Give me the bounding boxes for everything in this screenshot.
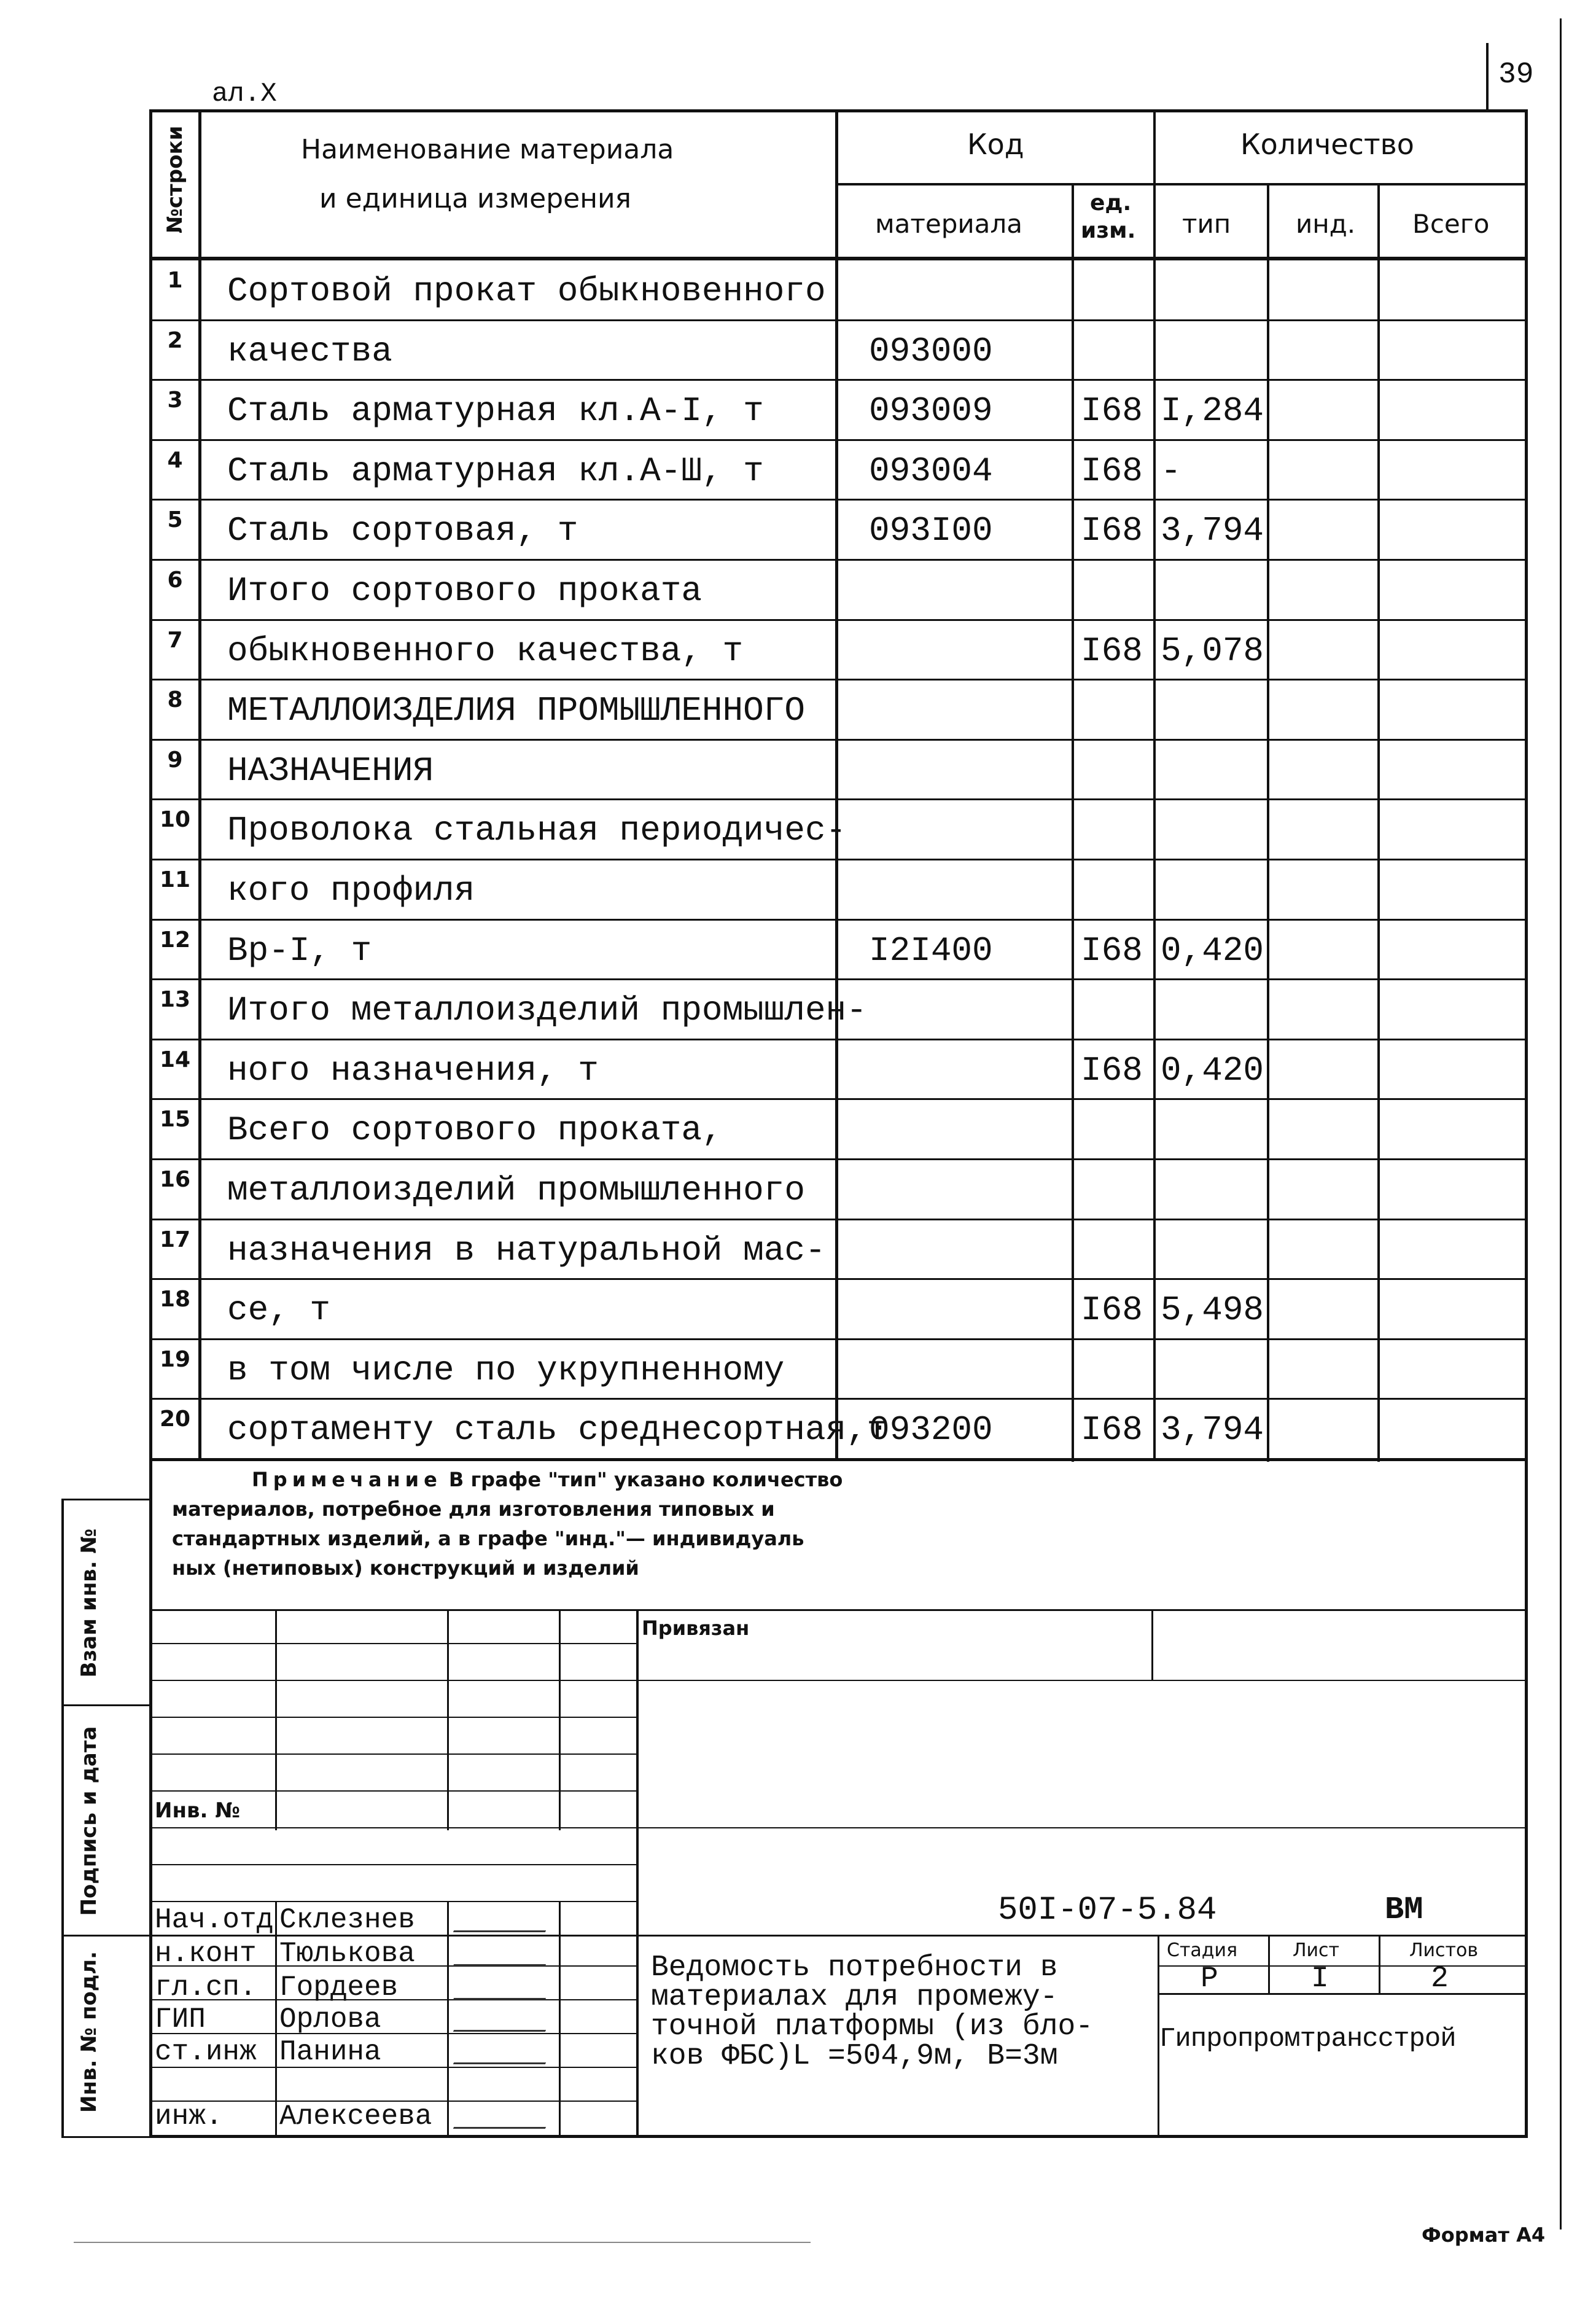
row-number: 14 xyxy=(159,1047,191,1072)
signature-name: Алексеева xyxy=(279,2101,432,2132)
row-number: 6 xyxy=(167,568,183,593)
note-line-2: материалов, потребное для изготовления типовых и xyxy=(172,1497,775,1521)
rownum-header: №строки xyxy=(163,125,187,233)
row-number: 4 xyxy=(167,448,183,473)
stage-value: Р xyxy=(1201,1962,1218,1995)
row-number: 8 xyxy=(167,687,183,712)
quantity-tip: 5,498 xyxy=(1161,1290,1264,1330)
signature-name: Орлова xyxy=(279,2003,381,2035)
inv-no-label: Инв. № xyxy=(155,1798,241,1823)
material-name: Вр-I, т xyxy=(227,931,372,970)
document-code: 50I-07-5.84 xyxy=(998,1892,1217,1929)
unit-header-1: ед. xyxy=(1090,190,1132,216)
signature-role: ст.инж xyxy=(155,2036,257,2068)
inv-podl-label: Инв. № подл. xyxy=(77,1951,101,2113)
signature-role: Нач.отд xyxy=(155,1904,274,1936)
document-mark: ВМ xyxy=(1385,1892,1423,1928)
material-name: Сортовой прокат обыкновенного xyxy=(227,271,826,311)
material-name: Сталь арматурная кл.А-Ш, т xyxy=(227,451,764,491)
row-number: 12 xyxy=(159,927,191,953)
signature-role: гл.сп. xyxy=(155,1972,257,2003)
page-number: 39 xyxy=(1498,58,1534,92)
row-number: 18 xyxy=(159,1287,191,1312)
row-number: 2 xyxy=(167,328,183,353)
signature-role: н.конт xyxy=(155,1938,257,1970)
material-code: 093004 xyxy=(869,451,993,491)
row-number: 16 xyxy=(159,1167,191,1192)
row-number: 5 xyxy=(167,507,183,532)
row-number: 11 xyxy=(159,867,191,892)
privyazan-label: Привязан xyxy=(642,1617,750,1640)
row-number: 13 xyxy=(159,987,191,1012)
total-header: Всего xyxy=(1412,209,1490,239)
ind-header: инд. xyxy=(1296,209,1356,239)
handwritten-signature xyxy=(453,1947,554,1966)
material-code: 093I00 xyxy=(869,511,993,550)
sheets-label: Листов xyxy=(1409,1940,1479,1961)
signature-role: инж. xyxy=(155,2101,223,2132)
handwritten-signature xyxy=(453,2110,554,2129)
title-line-3: точной платформы (из бло- xyxy=(651,2010,1094,2043)
material-code: I2I400 xyxy=(869,931,993,970)
material-code: 093200 xyxy=(869,1410,993,1449)
quantity-header: Количество xyxy=(1240,128,1414,161)
quantity-tip: 5,078 xyxy=(1161,631,1264,671)
stage-label: Стадия xyxy=(1167,1940,1238,1961)
corner-mark: ал.Х xyxy=(212,79,277,109)
material-name: НАЗНАЧЕНИЯ xyxy=(227,751,434,790)
document-title xyxy=(651,1953,1093,2071)
title-line-2: материалах для промежу- xyxy=(651,1981,1058,2014)
title-line-4: ков ФБС)L =504,9м, В=3м xyxy=(651,2040,1058,2073)
note-line-1: В графе "тип" указано количество xyxy=(448,1468,843,1491)
row-number: 7 xyxy=(167,628,183,653)
handwritten-signature xyxy=(453,2045,554,2064)
material-name: Сталь арматурная кл.А-I, т xyxy=(227,391,764,431)
row-number: 1 xyxy=(167,268,183,293)
row-number: 9 xyxy=(167,747,183,773)
handwritten-signature xyxy=(453,1981,554,2000)
material-name: назначения в натуральной мас- xyxy=(227,1231,826,1270)
row-number: 10 xyxy=(159,807,191,832)
tip-header: тип xyxy=(1182,209,1231,239)
row-number: 20 xyxy=(159,1406,191,1432)
sheet-label: Лист xyxy=(1293,1940,1340,1961)
material-name: Итого металлоизделий промышлен- xyxy=(227,991,867,1030)
row-number: 15 xyxy=(159,1107,191,1132)
material-name: Сталь сортовая, т xyxy=(227,511,578,550)
note-title: Примечание xyxy=(252,1468,442,1491)
row-number: 19 xyxy=(159,1347,191,1372)
sheet-value: I xyxy=(1311,1962,1329,1995)
quantity-tip: 3,794 xyxy=(1161,1410,1264,1449)
material-code: 093009 xyxy=(869,391,993,431)
unit-header-2: изм. xyxy=(1081,218,1136,243)
unit-code: I68 xyxy=(1081,1290,1143,1330)
quantity-tip: 0,420 xyxy=(1161,931,1264,970)
material-name: Всего сортового проката, xyxy=(227,1110,723,1150)
material-name: сортаменту сталь среднесортная,т xyxy=(227,1410,888,1449)
format-label: Формат А4 xyxy=(1422,2223,1546,2247)
material-name: качества xyxy=(227,332,392,371)
name-header-line1: Наименование материала xyxy=(301,134,674,165)
quantity-tip: - xyxy=(1161,451,1181,491)
handwritten-signature xyxy=(453,2013,554,2032)
signature-name: Склезнев xyxy=(279,1904,415,1936)
unit-code: I68 xyxy=(1081,1051,1143,1090)
signature-name: Панина xyxy=(279,2036,381,2068)
material-name: кого профиля xyxy=(227,871,475,910)
vzam-inv-label: Взам инв. № xyxy=(77,1528,101,1678)
code-material-header: материала xyxy=(875,209,1023,239)
sheets-value: 2 xyxy=(1431,1962,1449,1995)
material-name: Проволока стальная периодичес- xyxy=(227,811,847,850)
material-name: Итого сортового проката xyxy=(227,571,702,610)
quantity-tip: 0,420 xyxy=(1161,1051,1264,1090)
signature-name: Гордеев xyxy=(279,1972,399,2003)
quantity-tip: 3,794 xyxy=(1161,511,1264,550)
code-header: Код xyxy=(967,128,1024,161)
quantity-tip: I,284 xyxy=(1161,391,1264,431)
unit-code: I68 xyxy=(1081,631,1143,671)
signature-name: Тюлькова xyxy=(279,1938,415,1970)
unit-code: I68 xyxy=(1081,931,1143,970)
material-code: 093000 xyxy=(869,332,993,371)
material-name: металлоизделий промышленного xyxy=(227,1171,805,1210)
note-line-3: стандартных изделий, а в графе "инд."— индивидуаль xyxy=(172,1527,804,1550)
organization-name: Гипропромтрансстрой xyxy=(1159,2024,1456,2054)
unit-code: I68 xyxy=(1081,451,1143,491)
material-name: в том числе по укрупненному xyxy=(227,1351,785,1390)
signature-date-label: Подпись и дата xyxy=(77,1726,101,1916)
handwritten-signature xyxy=(453,1913,554,1932)
note-line-4: ных (нетиповых) конструкций и изделий xyxy=(172,1556,639,1580)
title-line-1: Ведомость потребности в xyxy=(651,1951,1058,1984)
unit-code: I68 xyxy=(1081,511,1143,550)
name-header-line2: и единица измерения xyxy=(319,183,632,214)
material-name: МЕТАЛЛОИЗДЕЛИЯ ПРОМЫШЛЕННОГО xyxy=(227,691,805,730)
signature-role: ГИП xyxy=(155,2003,206,2035)
material-name: обыкновенного качества, т xyxy=(227,631,744,671)
row-number: 3 xyxy=(167,388,183,413)
unit-code: I68 xyxy=(1081,391,1143,431)
material-name: ного назначения, т xyxy=(227,1051,599,1090)
material-name: се, т xyxy=(227,1290,331,1330)
row-number: 17 xyxy=(159,1227,191,1252)
unit-code: I68 xyxy=(1081,1410,1143,1449)
